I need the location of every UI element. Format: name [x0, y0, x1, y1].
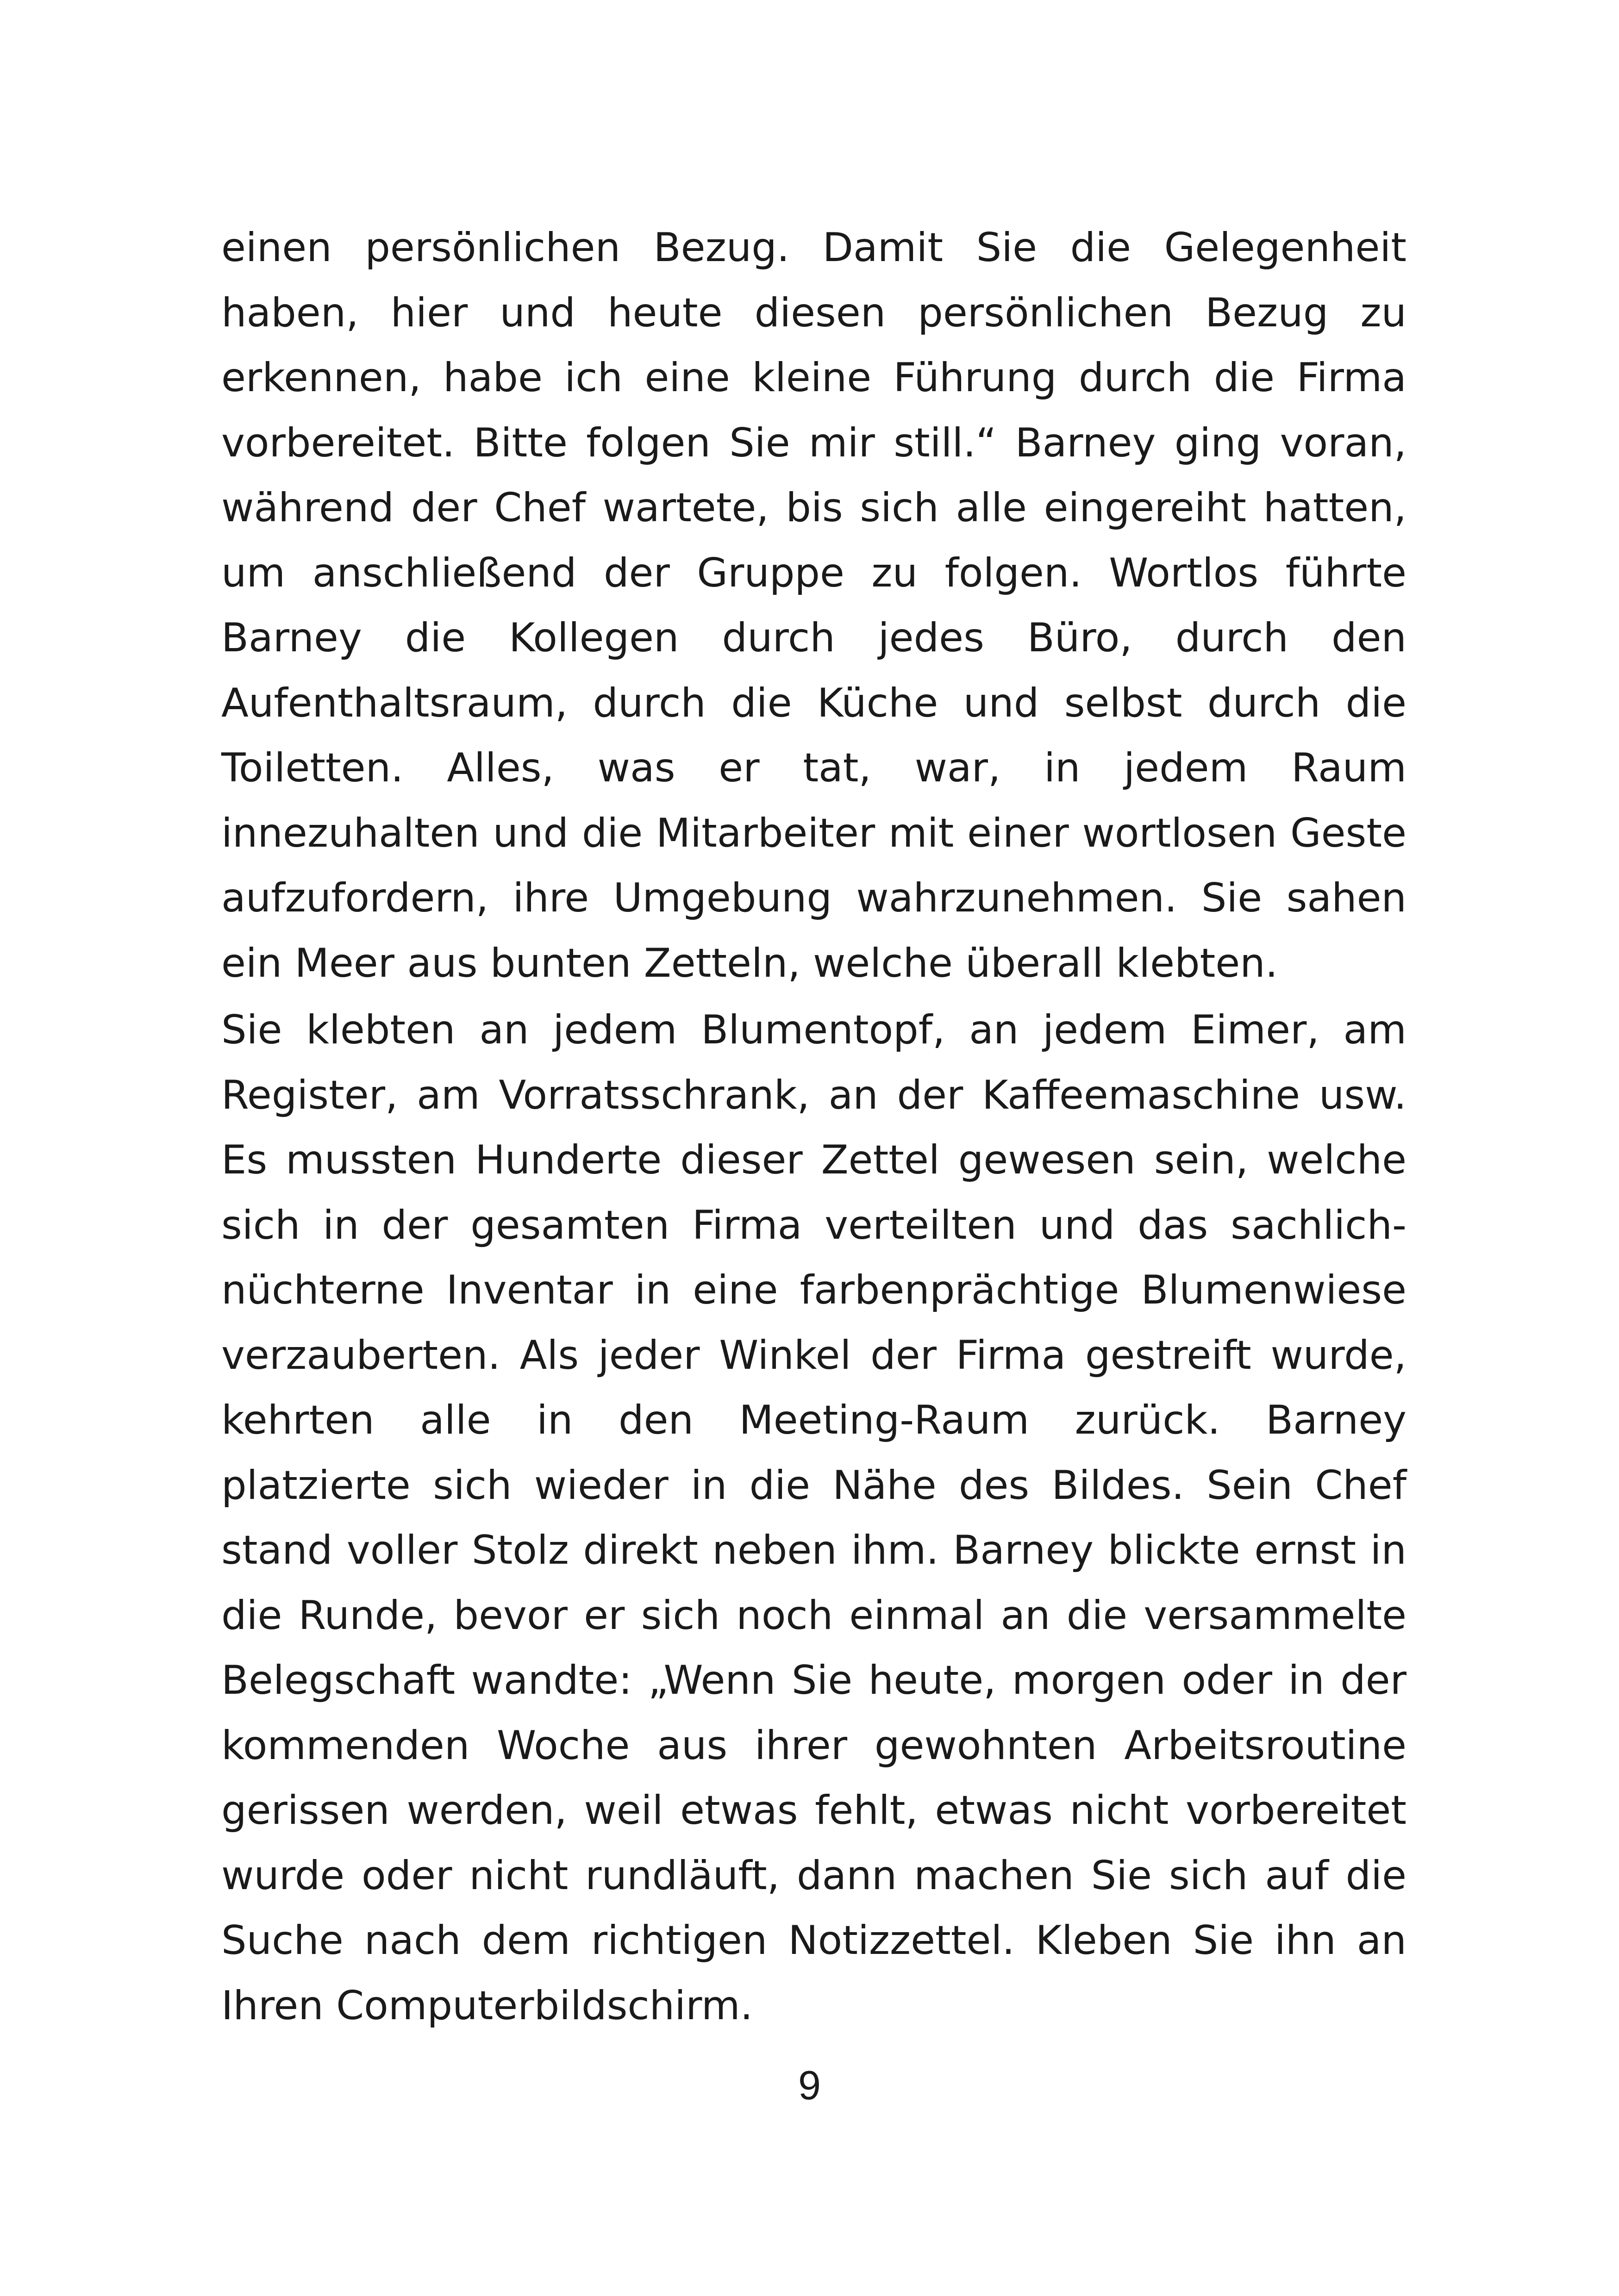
page-number: 9	[798, 2062, 821, 2108]
paragraph-1: einen persönlichen Bezug. Damit Sie die Gelegenheit haben, hier und heute diesen persönlichen Bezug zu erkennen, habe ich eine kleine Führung durch die Firma vorbereitet. Bitte folgen Sie mir still.“ Barney ging voran, während der Chef wartete, bis sich alle eingereiht hatten, um anschließend der Gruppe zu folgen. Wortlos führte Barney die Kollegen durch jedes Büro, durch den Aufenthaltsraum, durch die Küche und selbst durch die Toiletten. Alles, was er tat, war, in jedem Raum innezuhalten und die Mitarbeiter mit einer wortlosen Geste aufzufordern, ihre Umgebung wahrzunehmen. Sie sahen ein Meer aus bunten Zetteln, welche überall klebten.	[221, 225, 1406, 986]
paragraph-2: Sie klebten an jedem Blumentopf, an jedem Eimer, am Register, am Vorratsschrank, an der Kaffeemaschine usw. Es mussten Hunderte dieser Zettel gewesen sein, welche sich in der gesamten Firma verteilten und das sachlich-nüchterne Inventar in eine farbenprächtige Blumenwiese verzauberten. Als jeder Winkel der Firma gestreift wurde, kehrten alle in den Meeting-Raum zurück. Barney platzierte sich wieder in die Nähe des Bildes. Sein Chef stand voller Stolz direkt neben ihm. Barney blickte ernst in die Runde, bevor er sich noch einmal an die versammelte Belegschaft wandte: „Wenn Sie heute, morgen oder in der kommenden Woche aus ihrer gewohnten Arbeitsroutine gerissen werden, weil etwas fehlt, etwas nicht vorbereitet wurde oder nicht rundläuft, dann machen Sie sich auf die Suche nach dem richtigen Notizzettel. Kleben Sie ihn an Ihren Computerbildschirm.	[221, 1007, 1406, 2029]
body-text-block-1	[221, 215, 1406, 996]
body-text-block-2	[221, 998, 1406, 2038]
